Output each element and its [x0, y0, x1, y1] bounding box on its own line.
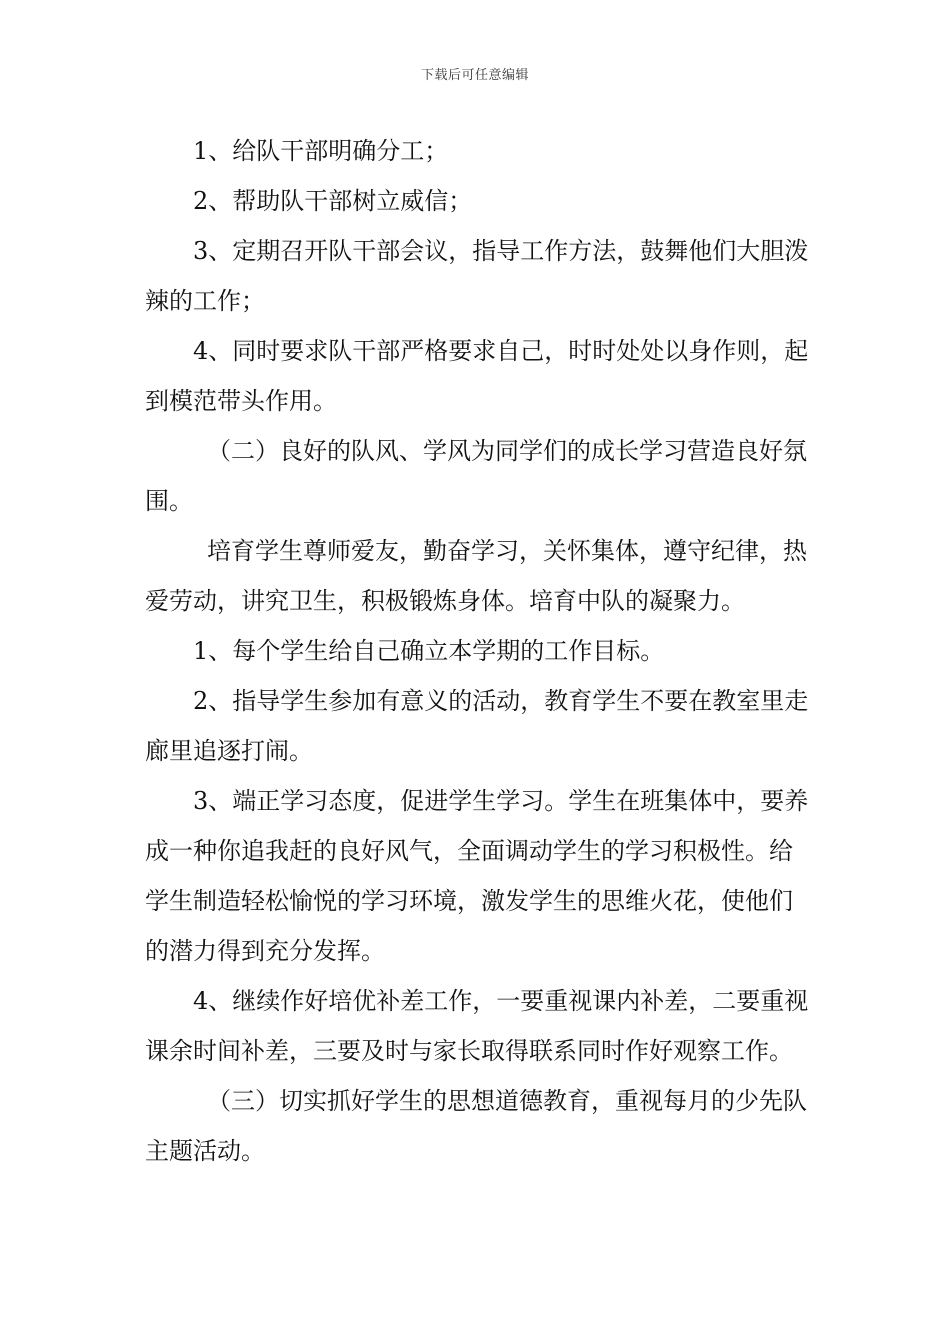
paragraph: 4、继续作好培优补差工作，一要重视课内补差，二要重视课余时间补差，三要及时与家长取得联系同时作好观察工作。: [145, 987, 809, 1065]
paragraph: 1、给队干部明确分工；: [193, 137, 449, 165]
page-header: 下载后可任意编辑: [420, 68, 529, 83]
paragraph: 培育学生尊师爱友，勤奋学习，关怀集体，遵守纪律，热爱劳动，讲究卫生，积极锻炼身体。培育中队的凝聚力。: [145, 537, 807, 615]
paragraph: 2、指导学生参加有意义的活动，教育学生不要在教室里走廊里追逐打闹。: [145, 687, 809, 765]
section-heading: （三）切实抓好学生的思想道德教育，重视每月的少先队主题活动。: [145, 1087, 807, 1165]
paragraph: 3、定期召开队干部会议，指导工作方法，鼓舞他们大胆泼辣的工作；: [145, 237, 809, 315]
paragraph: 4、同时要求队干部严格要求自己，时时处处以身作则，起到模范带头作用。: [145, 337, 809, 415]
paragraph: 2、帮助队干部树立威信；: [193, 187, 473, 215]
body-text: [145, 126, 815, 1176]
paragraph: 3、端正学习态度，促进学生学习。学生在班集体中，要养成一种你追我赶的良好风气，全面调动学生的学习积极性。给学生制造轻松愉悦的学习环境，激发学生的思维火花，使他们的潜力得到充分发挥。: [145, 787, 809, 965]
section-heading: （二）良好的队风、学风为同学们的成长学习营造良好氛围。: [145, 437, 807, 515]
paragraph: 1、每个学生给自己确立本学期的工作目标。: [193, 637, 665, 665]
